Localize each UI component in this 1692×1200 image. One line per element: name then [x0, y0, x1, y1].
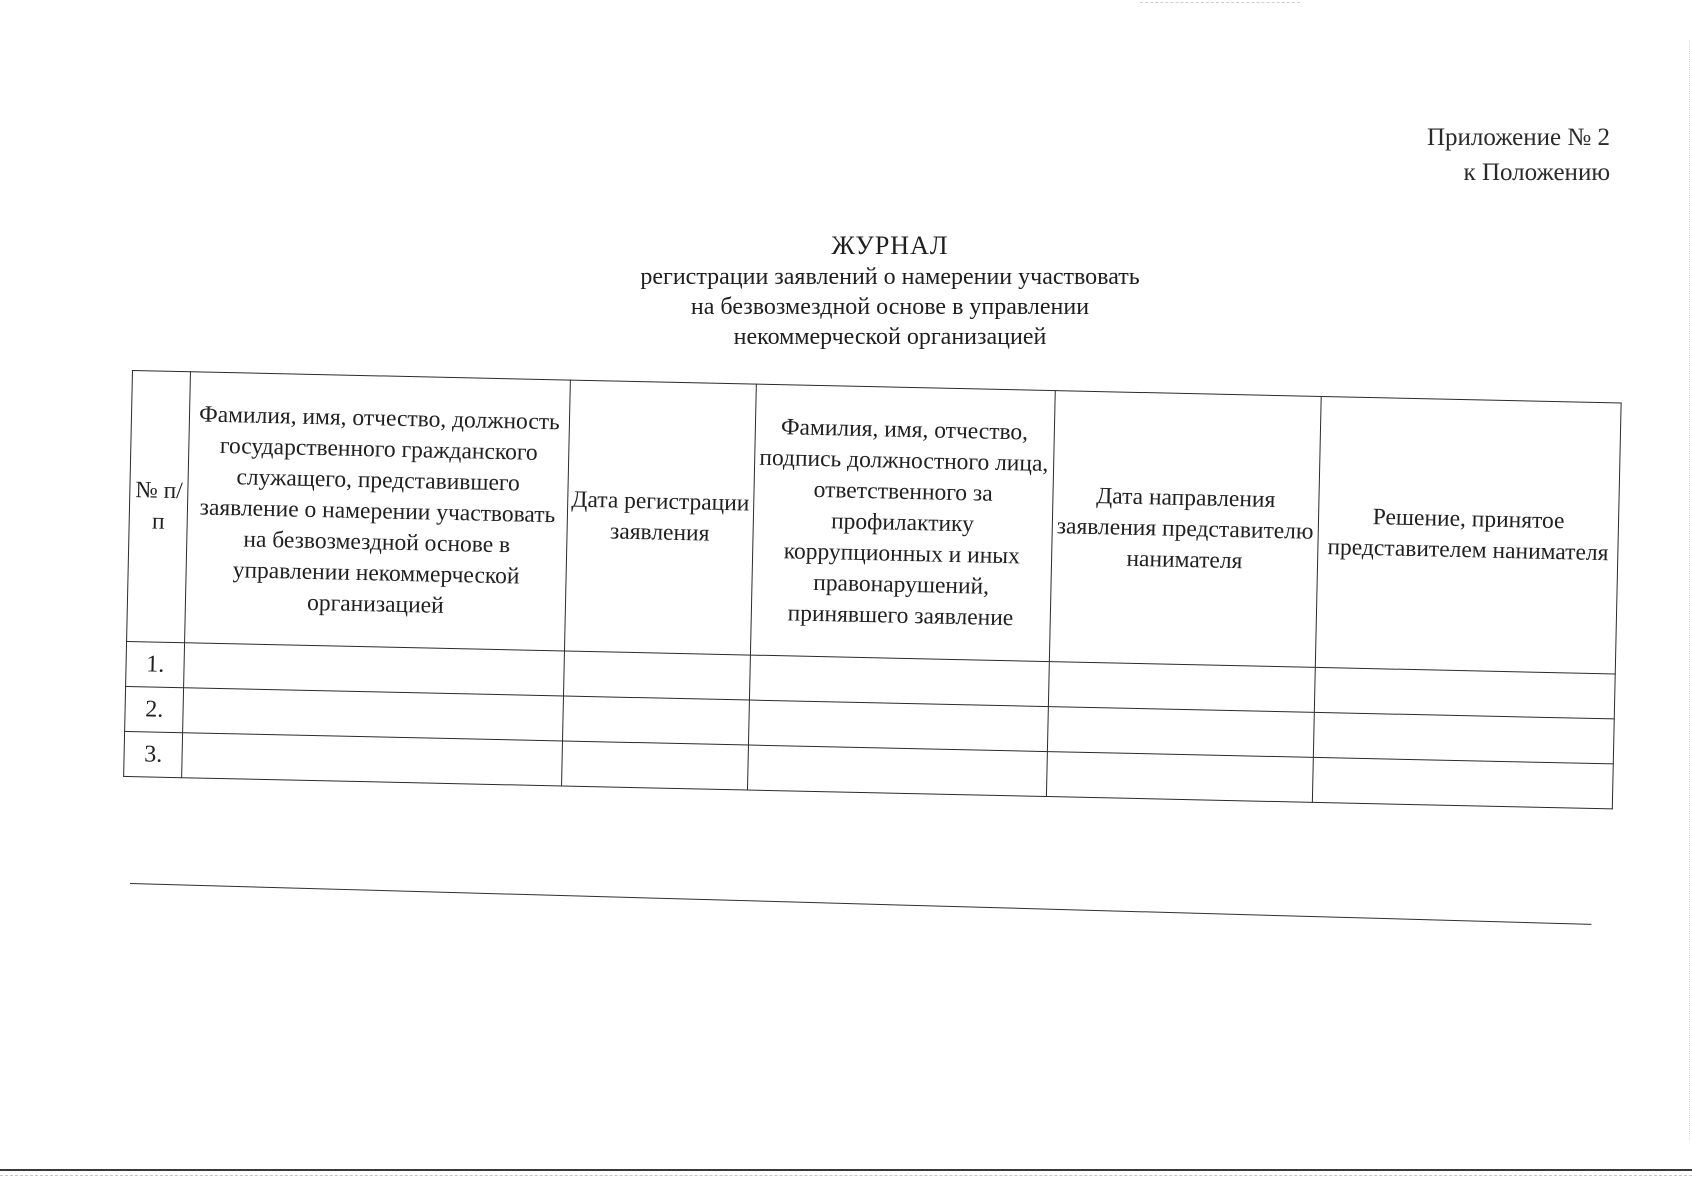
- direction-date-cell[interactable]: [1048, 662, 1316, 713]
- decision-cell[interactable]: [1313, 757, 1614, 809]
- responsible-official-cell[interactable]: [749, 655, 1049, 707]
- document-title: [430, 230, 1350, 352]
- employee-name-cell[interactable]: [182, 733, 562, 786]
- row-number: 3.: [124, 731, 183, 777]
- registration-date-cell[interactable]: [561, 741, 748, 790]
- header-decision: Решение, принятое представителем нанимателя: [1315, 396, 1621, 673]
- scan-artifact-top: [1140, 2, 1300, 3]
- appendix-reference: к Положению: [1463, 159, 1610, 186]
- header-registration-date: Дата регистрации заявления: [564, 380, 756, 655]
- header-direction-date: Дата направления заявления представителю нанимателя: [1049, 391, 1321, 668]
- title-line-2: на безвозмездной основе в управлении: [690, 294, 1090, 320]
- scan-artifact-right: [1689, 40, 1690, 1140]
- header-responsible-official: Фамилия, имя, отчество, подпись должностного лица, ответственного за профилактику коррупционных и иных правонарушений, принявшего заявление: [750, 384, 1055, 661]
- decision-cell[interactable]: [1314, 667, 1615, 719]
- row-number: 2.: [125, 686, 184, 732]
- responsible-official-cell[interactable]: [748, 700, 1048, 752]
- title-main: ЖУРНАЛ: [831, 231, 949, 260]
- title-line-3: некоммерческой организацией: [733, 324, 1047, 350]
- direction-date-cell[interactable]: [1046, 752, 1314, 803]
- row-number: 1.: [126, 641, 185, 687]
- registration-date-cell[interactable]: [563, 651, 750, 700]
- decision-cell[interactable]: [1313, 712, 1614, 764]
- registration-date-cell[interactable]: [562, 696, 749, 745]
- scan-edge-line: [0, 1169, 1692, 1171]
- header-employee-name: Фамилия, имя, отчество, должность государственного гражданского служащего, представившего заявление о намерении участвовать на безвозмездной основе в управлении некоммерческой организацией: [185, 372, 570, 651]
- appendix-note: [1427, 120, 1610, 190]
- table-header-row: [127, 371, 1622, 674]
- appendix-number: Приложение № 2: [1426, 124, 1610, 151]
- header-number: № п/п: [127, 371, 191, 643]
- title-line-1: регистрации заявлений о намерении участвовать: [640, 264, 1140, 290]
- journal-table: [123, 370, 1622, 809]
- scan-edge-faint-line: [0, 1175, 1692, 1176]
- responsible-official-cell[interactable]: [747, 745, 1047, 797]
- direction-date-cell[interactable]: [1047, 707, 1315, 758]
- signature-line: [130, 883, 1591, 925]
